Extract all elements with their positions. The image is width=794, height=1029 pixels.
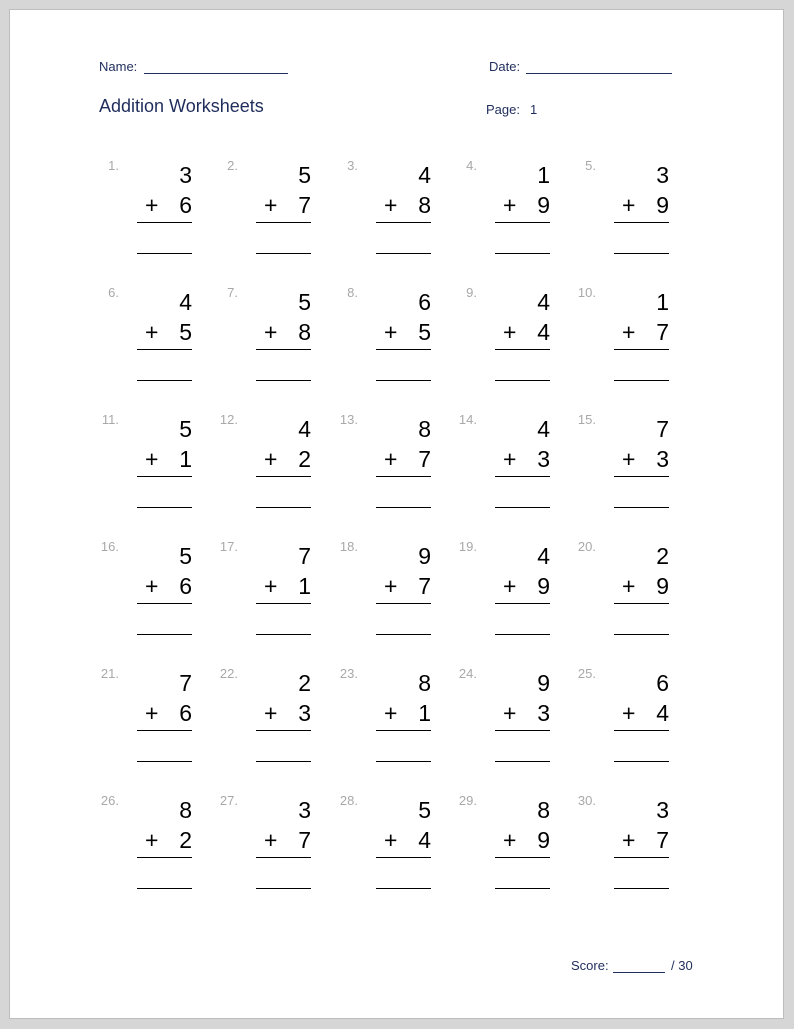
answer-line[interactable]: [137, 761, 192, 762]
problem: [449, 793, 561, 903]
addend-bottom: 1: [298, 573, 311, 599]
answer-line[interactable]: [137, 634, 192, 635]
addend-bottom: 5: [418, 319, 431, 345]
addend-top: 8: [179, 797, 192, 823]
addend-bottom: 7: [656, 319, 669, 345]
addend-top: 5: [418, 797, 431, 823]
answer-line[interactable]: [376, 253, 431, 254]
plus-sign: +: [622, 827, 636, 853]
addend-top: 5: [298, 289, 311, 315]
sum-bar: [495, 603, 550, 604]
problem-number: 13.: [339, 412, 358, 427]
plus-sign: +: [622, 192, 636, 218]
addend-top: 3: [656, 797, 669, 823]
plus-sign: +: [264, 827, 278, 853]
plus-sign: +: [622, 700, 636, 726]
addend-bottom: 9: [537, 827, 550, 853]
answer-line[interactable]: [137, 507, 192, 508]
sum-bar: [137, 857, 192, 858]
problem: [568, 285, 680, 395]
answer-line[interactable]: [256, 253, 311, 254]
date-label: Date:: [489, 59, 521, 74]
addend-top: 4: [298, 416, 311, 442]
answer-line[interactable]: [256, 380, 311, 381]
sum-bar: [376, 476, 431, 477]
problem: [330, 539, 442, 649]
sum-bar: [137, 603, 192, 604]
problem-number: 17.: [219, 539, 238, 554]
problem: [91, 285, 203, 395]
addend-top: 7: [179, 670, 192, 696]
sum-bar: [137, 476, 192, 477]
addend-top: 8: [418, 416, 431, 442]
addend-bottom: 9: [656, 573, 669, 599]
addend-bottom: 4: [537, 319, 550, 345]
plus-sign: +: [264, 446, 278, 472]
addend-top: 4: [537, 289, 550, 315]
problem: [210, 158, 322, 268]
addend-bottom: 7: [418, 573, 431, 599]
problem-number: 18.: [339, 539, 358, 554]
sum-bar: [256, 222, 311, 223]
answer-line[interactable]: [376, 888, 431, 889]
addend-top: 2: [656, 543, 669, 569]
answer-line[interactable]: [256, 634, 311, 635]
plus-sign: +: [622, 446, 636, 472]
addend-top: 4: [418, 162, 431, 188]
addend-bottom: 4: [418, 827, 431, 853]
sum-bar: [376, 349, 431, 350]
sum-bar: [614, 222, 669, 223]
plus-sign: +: [503, 192, 517, 218]
problem-number: 24.: [458, 666, 477, 681]
problem: [568, 666, 680, 776]
sum-bar: [137, 222, 192, 223]
plus-sign: +: [264, 192, 278, 218]
sum-bar: [376, 730, 431, 731]
answer-line[interactable]: [256, 761, 311, 762]
sum-bar: [495, 349, 550, 350]
addend-bottom: 7: [656, 827, 669, 853]
addend-top: 9: [537, 670, 550, 696]
problem: [91, 666, 203, 776]
problem: [330, 285, 442, 395]
plus-sign: +: [622, 319, 636, 345]
plus-sign: +: [384, 700, 398, 726]
problem: [210, 539, 322, 649]
problem-number: 8.: [347, 285, 358, 300]
plus-sign: +: [145, 827, 159, 853]
sum-bar: [256, 857, 311, 858]
addend-top: 6: [418, 289, 431, 315]
plus-sign: +: [384, 573, 398, 599]
problem: [449, 158, 561, 268]
problem: [568, 158, 680, 268]
addend-top: 4: [537, 416, 550, 442]
worksheet-page: [9, 9, 784, 1019]
answer-line[interactable]: [614, 253, 669, 254]
sum-bar: [495, 730, 550, 731]
addend-bottom: 6: [179, 573, 192, 599]
problem: [91, 412, 203, 522]
answer-line[interactable]: [256, 888, 311, 889]
sum-bar: [614, 476, 669, 477]
addend-top: 9: [418, 543, 431, 569]
plus-sign: +: [503, 573, 517, 599]
sum-bar: [256, 730, 311, 731]
plus-sign: +: [145, 192, 159, 218]
addend-top: 5: [179, 543, 192, 569]
sum-bar: [256, 603, 311, 604]
addend-bottom: 4: [656, 700, 669, 726]
name-field-line: [144, 73, 288, 74]
plus-sign: +: [264, 319, 278, 345]
answer-line[interactable]: [495, 507, 550, 508]
problem-number: 5.: [585, 158, 596, 173]
problem-number: 11.: [101, 412, 119, 427]
sum-bar: [137, 730, 192, 731]
addend-bottom: 6: [179, 700, 192, 726]
page-label: Page:: [486, 102, 520, 117]
addend-top: 5: [179, 416, 192, 442]
sum-bar: [614, 857, 669, 858]
addend-top: 8: [537, 797, 550, 823]
addend-top: 4: [179, 289, 192, 315]
problem: [568, 793, 680, 903]
answer-line[interactable]: [137, 888, 192, 889]
addend-top: 4: [537, 543, 550, 569]
answer-line[interactable]: [376, 380, 431, 381]
answer-line[interactable]: [495, 253, 550, 254]
problem: [210, 793, 322, 903]
problem-number: 6.: [108, 285, 119, 300]
answer-line[interactable]: [495, 888, 550, 889]
problem: [449, 539, 561, 649]
problem-number: 26.: [100, 793, 119, 808]
plus-sign: +: [384, 192, 398, 218]
problem-number: 22.: [219, 666, 238, 681]
problem: [449, 412, 561, 522]
answer-line[interactable]: [376, 507, 431, 508]
problem: [449, 666, 561, 776]
problem-number: 20.: [577, 539, 596, 554]
sum-bar: [614, 730, 669, 731]
sum-bar: [256, 476, 311, 477]
plus-sign: +: [264, 573, 278, 599]
addend-bottom: 9: [537, 573, 550, 599]
sum-bar: [137, 349, 192, 350]
problem-number: 29.: [458, 793, 477, 808]
sum-bar: [614, 603, 669, 604]
plus-sign: +: [503, 700, 517, 726]
addend-bottom: 5: [179, 319, 192, 345]
addend-bottom: 1: [179, 446, 192, 472]
sum-bar: [376, 222, 431, 223]
addend-bottom: 7: [418, 446, 431, 472]
problem-number: 25.: [577, 666, 596, 681]
addend-bottom: 1: [418, 700, 431, 726]
problem: [330, 666, 442, 776]
addend-bottom: 2: [298, 446, 311, 472]
answer-line[interactable]: [137, 253, 192, 254]
problem: [210, 412, 322, 522]
plus-sign: +: [384, 446, 398, 472]
addend-bottom: 8: [298, 319, 311, 345]
problem-number: 21.: [100, 666, 119, 681]
addend-top: 1: [656, 289, 669, 315]
plus-sign: +: [384, 827, 398, 853]
problem-number: 16.: [100, 539, 119, 554]
addend-bottom: 3: [537, 700, 550, 726]
addend-bottom: 8: [418, 192, 431, 218]
addend-top: 7: [298, 543, 311, 569]
addend-top: 2: [298, 670, 311, 696]
problem: [91, 793, 203, 903]
problem-number: 27.: [219, 793, 238, 808]
score-field-line: [613, 972, 665, 973]
addend-bottom: 6: [179, 192, 192, 218]
answer-line[interactable]: [614, 634, 669, 635]
answer-line[interactable]: [614, 888, 669, 889]
plus-sign: +: [264, 700, 278, 726]
problem-number: 10.: [577, 285, 596, 300]
plus-sign: +: [503, 446, 517, 472]
problem: [91, 539, 203, 649]
answer-line[interactable]: [614, 761, 669, 762]
addend-top: 3: [656, 162, 669, 188]
problem-number: 23.: [339, 666, 358, 681]
answer-line[interactable]: [495, 380, 550, 381]
problem: [210, 666, 322, 776]
problem: [330, 793, 442, 903]
addend-bottom: 7: [298, 827, 311, 853]
problem-number: 14.: [458, 412, 477, 427]
problem: [210, 285, 322, 395]
sum-bar: [495, 222, 550, 223]
problem: [449, 285, 561, 395]
plus-sign: +: [145, 319, 159, 345]
problem-number: 4.: [466, 158, 477, 173]
addend-top: 5: [298, 162, 311, 188]
sum-bar: [495, 857, 550, 858]
addend-bottom: 9: [656, 192, 669, 218]
answer-line[interactable]: [376, 634, 431, 635]
answer-line[interactable]: [256, 507, 311, 508]
addend-bottom: 2: [179, 827, 192, 853]
addend-top: 8: [418, 670, 431, 696]
problem-number: 2.: [227, 158, 238, 173]
plus-sign: +: [622, 573, 636, 599]
addend-top: 3: [298, 797, 311, 823]
problem-number: 28.: [339, 793, 358, 808]
problem-number: 19.: [458, 539, 477, 554]
page-number: 1: [530, 102, 538, 117]
problem-number: 30.: [577, 793, 596, 808]
answer-line[interactable]: [614, 380, 669, 381]
problem: [330, 158, 442, 268]
name-label: Name:: [99, 59, 138, 74]
plus-sign: +: [145, 446, 159, 472]
problem-number: 15.: [577, 412, 596, 427]
plus-sign: +: [384, 319, 398, 345]
sum-bar: [376, 603, 431, 604]
addend-top: 1: [537, 162, 550, 188]
problem: [568, 412, 680, 522]
addend-top: 3: [179, 162, 192, 188]
answer-line[interactable]: [495, 761, 550, 762]
sum-bar: [376, 857, 431, 858]
plus-sign: +: [503, 827, 517, 853]
addend-bottom: 3: [298, 700, 311, 726]
problem: [568, 539, 680, 649]
addend-bottom: 3: [656, 446, 669, 472]
addend-top: 7: [656, 416, 669, 442]
answer-line[interactable]: [376, 761, 431, 762]
plus-sign: +: [145, 573, 159, 599]
plus-sign: +: [503, 319, 517, 345]
problem-number: 3.: [347, 158, 358, 173]
answer-line[interactable]: [614, 507, 669, 508]
addend-bottom: 3: [537, 446, 550, 472]
score-label: Score:: [571, 958, 609, 973]
addend-top: 6: [656, 670, 669, 696]
sum-bar: [614, 349, 669, 350]
problem: [330, 412, 442, 522]
plus-sign: +: [145, 700, 159, 726]
problem-number: 1.: [108, 158, 119, 173]
problem-number: 12.: [219, 412, 238, 427]
addend-bottom: 7: [298, 192, 311, 218]
date-field-line: [526, 73, 672, 74]
problem: [91, 158, 203, 268]
problem-number: 9.: [466, 285, 477, 300]
worksheet-title: Addition Worksheets: [99, 96, 264, 116]
addend-bottom: 9: [537, 192, 550, 218]
sum-bar: [256, 349, 311, 350]
answer-line[interactable]: [495, 634, 550, 635]
problem-number: 7.: [227, 285, 238, 300]
sum-bar: [495, 476, 550, 477]
score-total: / 30: [671, 958, 693, 973]
answer-line[interactable]: [137, 380, 192, 381]
